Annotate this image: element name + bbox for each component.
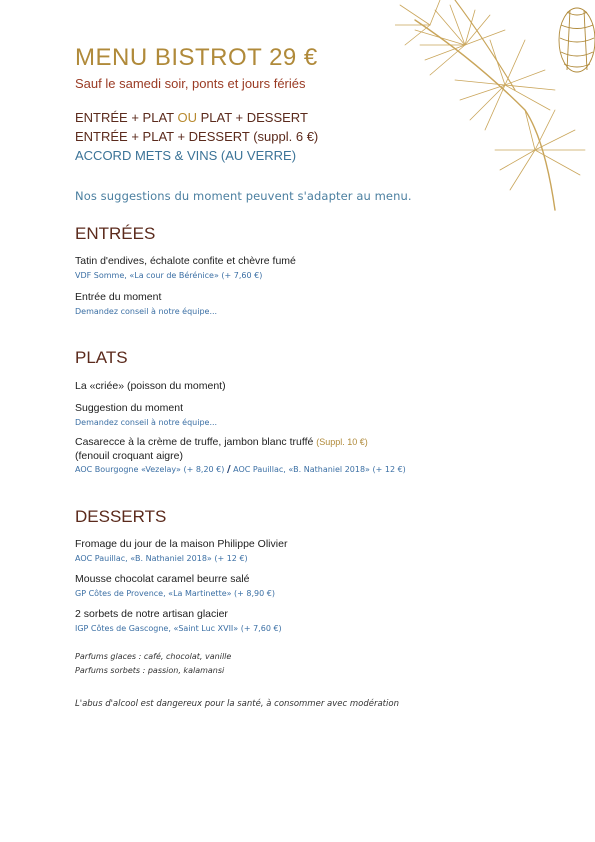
formula-line-1-b: PLAT + DESSERT <box>196 110 308 125</box>
dish-pairing: Demandez conseil à notre équipe... <box>75 418 218 427</box>
menu-subtitle: Sauf le samedi soir, ponts et jours fériés <box>75 76 306 91</box>
flavours-note-sorbets: Parfums sorbets : passion, kalamansi <box>75 666 225 675</box>
menu-title: MENU BISTROT 29 € <box>75 44 318 71</box>
section-title-desserts: DESSERTS <box>75 507 167 526</box>
dish-name <box>75 436 368 448</box>
dish-pairing: GP Côtes de Provence, «La Martinette» (+ 8,90 €) <box>75 589 275 598</box>
dish-name-line-2: (fenouil croquant aigre) <box>75 450 183 462</box>
dish-name: Tatin d'endives, échalote confite et chèvre fumé <box>75 255 296 267</box>
formula-line-1-a: ENTRÉE + PLAT <box>75 110 178 125</box>
dish-name: La «criée» (poisson du moment) <box>75 380 226 392</box>
formula-line-2: ENTRÉE + PLAT + DESSERT (suppl. 6 €) <box>75 129 319 144</box>
pine-branch-illustration <box>395 0 595 215</box>
dish-name: Suggestion du moment <box>75 402 183 414</box>
flavours-note-glaces: Parfums glaces : café, chocolat, vanille <box>75 652 232 661</box>
intro-text: Nos suggestions du moment peuvent s'adapter au menu. <box>75 189 412 203</box>
formula-accord: ACCORD METS & VINS (AU VERRE) <box>75 148 297 163</box>
dish-pairing: AOC Pauillac, «B. Nathaniel 2018» (+ 12 €) <box>75 554 248 563</box>
pairing-separator: / <box>226 464 231 475</box>
dish-supplement: (Suppl. 10 €) <box>316 437 368 447</box>
dish-pairing: IGP Côtes de Gascogne, «Saint Luc XVII» (+ 7,60 €) <box>75 624 282 633</box>
dish-name: 2 sorbets de notre artisan glacier <box>75 608 228 620</box>
dish-name: Fromage du jour de la maison Philippe Olivier <box>75 538 288 550</box>
dish-name-text: Casarecce à la crème de truffe, jambon blanc truffé <box>75 436 314 448</box>
dish-name: Mousse chocolat caramel beurre salé <box>75 573 250 585</box>
dish-pairing: Demandez conseil à notre équipe... <box>75 307 218 316</box>
formula-ou: OU <box>177 110 197 125</box>
formula-line-1 <box>75 110 308 125</box>
dish-pairing: VDF Somme, «La cour de Bérénice» (+ 7,60 €) <box>75 271 263 280</box>
dish-name: Entrée du moment <box>75 291 162 303</box>
dish-pairing <box>75 464 406 475</box>
section-title-entrees: ENTRÉES <box>75 224 156 243</box>
pairing-b: AOC Pauillac, «B. Nathaniel 2018» (+ 12 €) <box>233 465 406 474</box>
alcohol-disclaimer: L'abus d'alcool est dangereux pour la santé, à consommer avec modération <box>75 699 399 709</box>
pairing-a: AOC Bourgogne «Vezelay» (+ 8,20 €) <box>75 465 225 474</box>
section-title-plats: PLATS <box>75 348 128 367</box>
